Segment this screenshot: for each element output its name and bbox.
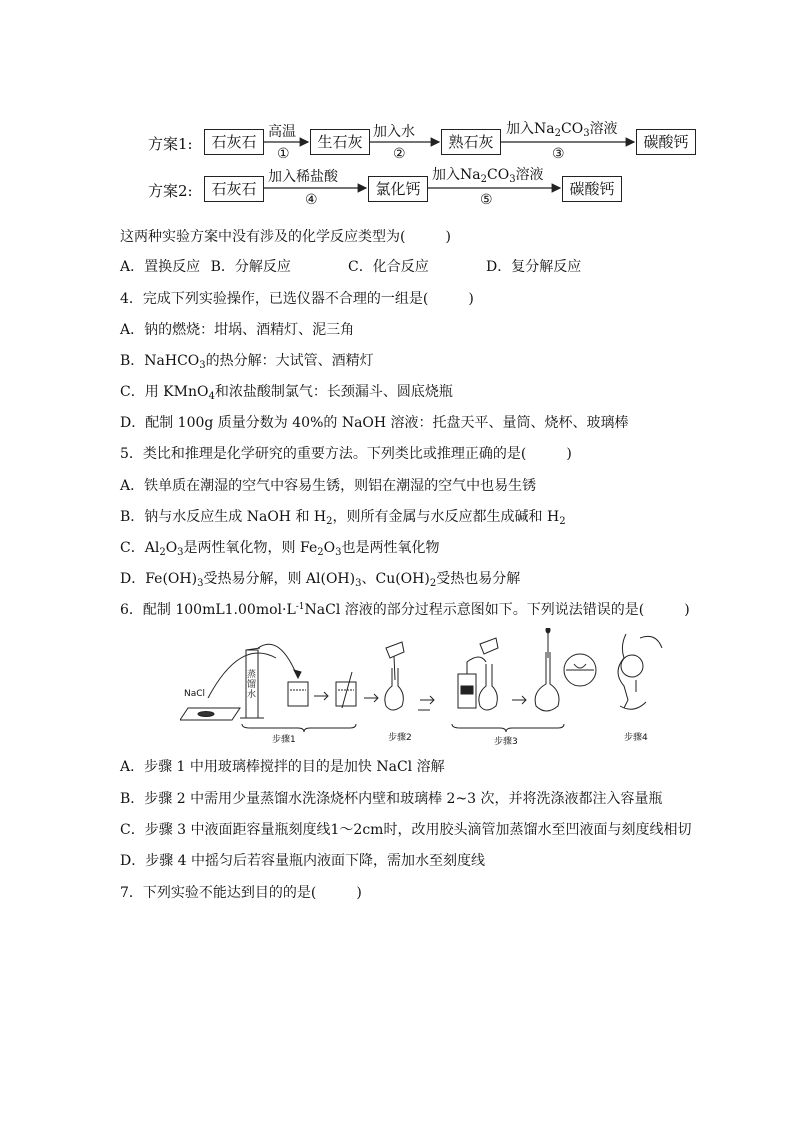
scheme1-box-quicklime: 生石灰: [310, 129, 370, 155]
q3-options: [120, 258, 582, 276]
fig-step1-label: 步骤1: [272, 735, 296, 745]
scheme1-label: 方案1:: [148, 135, 193, 153]
fig-nacl-label: NaCl: [184, 689, 206, 699]
q6-option-c: C．步骤 3 中液面距容量瓶刻度线1～2cm时，改用胶头滴管加蒸馏水至凹液面与刻度线相切: [120, 822, 692, 838]
q3-option-b: B．分解反应: [210, 259, 291, 275]
q3-option-a: A．置换反应: [120, 259, 201, 275]
q3-option-d: D．复分解反应: [486, 259, 582, 275]
brace-step1: [242, 724, 356, 732]
q5-option-c: C．$Al_2O_3$是两性氧化物，则 $Fe_2O_3$也是两性氧化物: [120, 540, 440, 558]
scheme1-step-3: ③: [552, 146, 565, 162]
fig-water-label: 蒸馏水: [247, 670, 257, 700]
arrow-3: [420, 696, 434, 704]
scheme1-box-calciumcarbonate: 碳酸钙: [636, 129, 696, 155]
arrow-nacl-to-beaker: [208, 653, 276, 698]
scheme2-condition-2: 加入$Na_2CO_3$溶液: [432, 167, 544, 185]
q7-stem: 7．下列实验不能达到目的的是( ): [120, 885, 362, 901]
q3-stem: 这两种实验方案中没有涉及的化学反应类型为( ): [120, 229, 451, 245]
beaker-pouring: [386, 642, 404, 658]
fig-step2-label: 步骤2: [388, 733, 412, 743]
arrow-4: [512, 696, 526, 704]
flask-step4: [618, 634, 628, 708]
q4-option-b: B．NaHCO$_3$的热分解：大试管、酒精灯: [120, 353, 374, 371]
q4-stem: 4．完成下列实验操作，已选仪器不合理的一组是( ): [120, 291, 474, 307]
scheme1-box-limestone: 石灰石: [204, 129, 264, 155]
fig-step4-label: 步骤4: [624, 733, 648, 743]
scheme1-step-1: ①: [277, 146, 290, 162]
q4-option-d: D．配制 100g 质量分数为 40%的 NaOH 溶液：托盘天平、量筒、烧杯、玻璃棒: [120, 415, 629, 431]
scheme2-box-limestone: 石灰石: [204, 176, 264, 202]
flask-step3b: [535, 652, 559, 711]
flask-step2: [385, 668, 403, 710]
arrow-1: [314, 692, 328, 700]
scheme1-condition-1: 高温: [268, 124, 296, 140]
scheme2-box-calciumcarbonate: 碳酸钙: [562, 176, 622, 202]
q5-option-d: D．$Fe(OH)_3$受热易分解，则 $Al(OH)_3$、$Cu(OH)_2$受热也易分解: [120, 571, 521, 589]
q5-option-a: A．铁单质在潮湿的空气中容易生锈，则铝在潮湿的空气中也易生锈: [120, 478, 537, 494]
q4-option-a: A．钠的燃烧：坩埚、酒精灯、泥三角: [120, 322, 355, 338]
scheme2-step-5: ⑤: [480, 192, 493, 208]
scheme1-box-slakedlime: 熟石灰: [441, 129, 501, 155]
scheme1-condition-3: 加入$Na_2CO_3$溶液: [506, 121, 618, 139]
scheme1-condition-2: 加入水: [373, 124, 415, 140]
q5-stem: 5．类比和推理是化学研究的重要方法。下列类比或推理正确的是( ): [120, 446, 572, 462]
brace-step3: [452, 724, 564, 732]
q6-option-d: D．步骤 4 中摇匀后若容量瓶内液面下降，需加水至刻度线: [120, 853, 486, 869]
scheme1-step-2: ②: [393, 146, 406, 162]
arrow-water-to-beaker: [258, 644, 298, 678]
flask-step3a: [479, 664, 497, 710]
q5-option-b: B．钠与水反应生成 NaOH 和 $H_2$，则所有金属与水反应都生成碱和 $H_2$: [120, 509, 566, 527]
scheme2-condition-1: 加入稀盐酸: [268, 169, 338, 185]
q3-option-c: C．化合反应: [348, 259, 429, 275]
q6-option-a: A．步骤 1 中用玻璃棒搅拌的目的是加快 NaCl 溶解: [120, 759, 445, 775]
arrow-2: [364, 694, 378, 702]
scheme-arrows: [0, 0, 794, 220]
q6-stem: 6．配制 $100mL1.00mol\cdot L^{-1}NaCl$ 溶液的部分过程示意图如下。下列说法错误的是( ): [120, 602, 690, 618]
scheme2-step-4: ④: [305, 192, 318, 208]
q6-option-b: B．步骤 2 中需用少量蒸馏水洗涤烧杯内壁和玻璃棒 2~3 次，并将洗涤液都注入容量瓶: [120, 791, 663, 807]
beaker-1: [288, 682, 308, 706]
nacl-pile: [198, 712, 214, 717]
fig-step3-label: 步骤3: [494, 737, 518, 747]
q4-option-c: C．用 KMnO$_4$和浓盐酸制氯气：长颈漏斗、圆底烧瓶: [120, 384, 453, 402]
scheme2-label: 方案2:: [148, 182, 193, 200]
scheme2-box-calciumchloride: 氯化钙: [368, 176, 428, 202]
